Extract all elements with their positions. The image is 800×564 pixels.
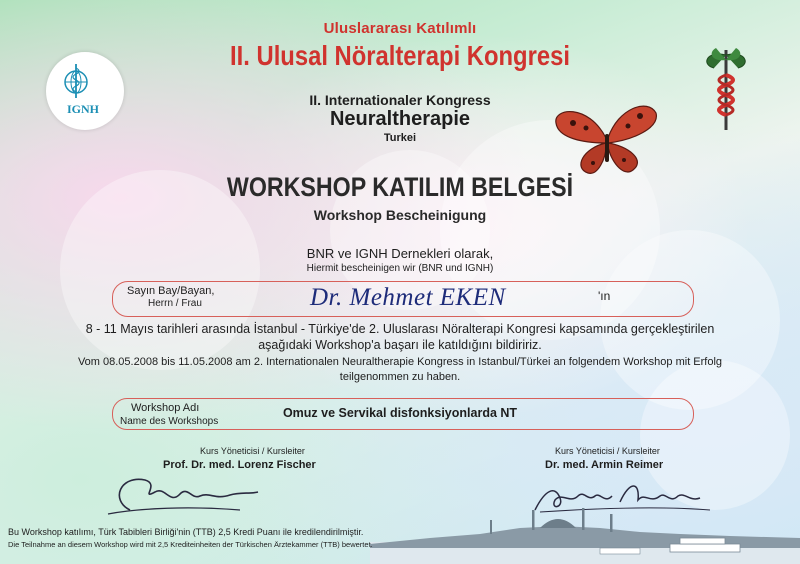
workshop-label-tr: Workshop Adı bbox=[131, 402, 200, 414]
body-de-line2: teilgenommen zu haben. bbox=[339, 371, 461, 383]
header-de-line2: Neuraltherapie bbox=[329, 108, 471, 130]
body-de-line1: Vom 08.05.2008 bis 11.05.2008 am 2. Internationalen Neuraltherapie Kongress in Istanbul/Türkei an folgendem Workshop mit Erfolg bbox=[77, 356, 723, 368]
certificate-subtitle: Workshop Bescheinigung bbox=[313, 207, 487, 223]
workshop-name: Omuz ve Servikal disfonksiyonlarda NT bbox=[282, 406, 518, 420]
workshop-label-de: Name des Workshops bbox=[120, 416, 219, 427]
footer-tr: Bu Workshop katılımı, Türk Tabibleri Birliği'nin (TTB) 2,5 Kredi Puanı ile kredilendirilmiştir. bbox=[8, 527, 364, 537]
left-leader-role: Kurs Yöneticisi / Kursleiter bbox=[200, 446, 305, 456]
logo-label: IGNH bbox=[67, 102, 100, 116]
left-leader-name: Prof. Dr. med. Lorenz Fischer bbox=[163, 459, 316, 471]
intro-tr: BNR ve IGNH Dernekleri olarak, bbox=[306, 246, 494, 261]
right-leader-name: Dr. med. Armin Reimer bbox=[545, 459, 664, 471]
intro-de: Hiermit bescheinigen wir (BNR und IGNH) bbox=[306, 263, 494, 274]
recipient-label-de: Herrn / Frau bbox=[148, 298, 202, 309]
left-signature bbox=[100, 470, 260, 520]
header-congress-title: II. Ulusal Nöralterapi Kongresi bbox=[230, 40, 570, 71]
recipient-suffix: 'ın bbox=[598, 289, 611, 303]
body-tr-line2: aşağıdaki Workshop'a başarı ile katıldığını bildiririz. bbox=[258, 338, 542, 352]
certificate-title: WORKSHOP KATILIM BELGESİ bbox=[226, 172, 574, 202]
recipient-name: Dr. Mehmet EKEN bbox=[310, 284, 506, 311]
footer-de: Die Teilnahme an diesem Workshop wird mit 2,5 Krediteinheiten der Türkischen Ärztekammer (TTB) bewertet. bbox=[8, 540, 373, 549]
right-leader-role: Kurs Yöneticisi / Kursleiter bbox=[555, 446, 660, 456]
header-de-line1: II. Internationaler Kongress bbox=[309, 92, 491, 108]
header-line1: Uluslararası Katılımlı bbox=[323, 20, 477, 37]
header-de-line3: Turkei bbox=[383, 132, 417, 144]
istanbul-skyline-image bbox=[370, 498, 800, 564]
body-tr-line1: 8 - 11 Mayıs tarihleri arasında İstanbul - Türkiye'de 2. Uluslarası Nöralterapi Kongresi kapsamında gerçekleştirilen bbox=[85, 322, 715, 336]
recipient-label-tr: Sayın Bay/Bayan, bbox=[127, 285, 215, 297]
